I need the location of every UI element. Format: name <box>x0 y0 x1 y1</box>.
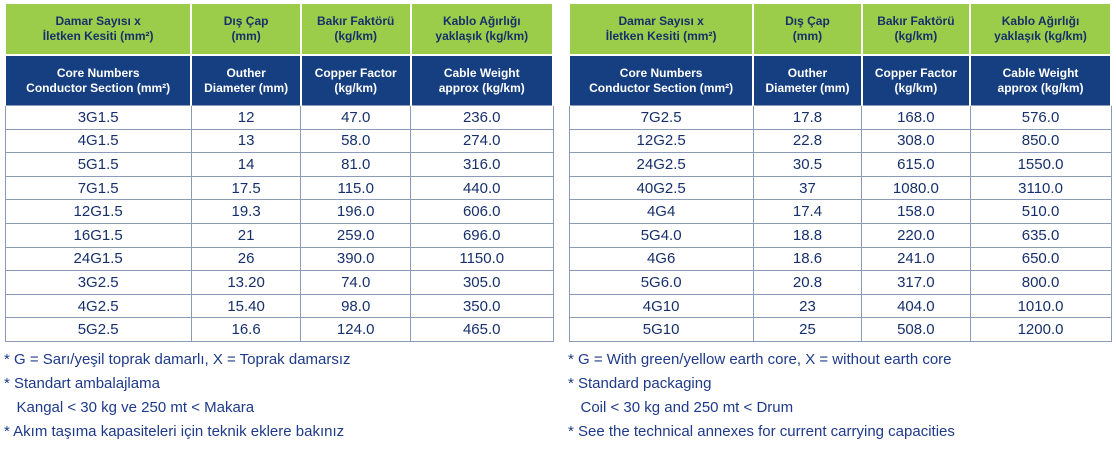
note-line: Kangal < 30 kg ve 250 mt < Makara <box>4 398 255 416</box>
table-row <box>5 294 553 318</box>
header-core-section-tr: Damar Sayısı x İletken Kesiti (mm²) <box>5 4 191 55</box>
cell-weight: 576.0 <box>970 106 1111 130</box>
header-core-section-en: Core Numbers Conductor Section (mm²) <box>5 55 191 106</box>
note-line: Coil < 30 kg and 250 mt < Drum <box>568 398 794 416</box>
cell-core: 5G2.5 <box>5 318 191 342</box>
table-row <box>5 176 553 200</box>
cell-diameter: 14 <box>191 153 301 177</box>
header-copper-factor-tr: Bakır Faktörü (kg/km) <box>862 4 970 55</box>
cell-weight: 800.0 <box>970 271 1111 295</box>
table-row <box>569 247 1111 271</box>
table-row <box>569 318 1111 342</box>
cell-core: 3G1.5 <box>5 106 191 130</box>
table-row <box>569 271 1111 295</box>
cell-weight: 1010.0 <box>970 294 1111 318</box>
cell-diameter: 18.6 <box>753 247 861 271</box>
note-line: * See the technical annexes for current carrying capacities <box>568 422 955 440</box>
cell-weight: 316.0 <box>411 153 554 177</box>
cell-diameter: 20.8 <box>753 271 861 295</box>
cell-diameter: 21 <box>191 223 301 247</box>
cell-weight: 650.0 <box>970 247 1111 271</box>
right-spec-table <box>568 4 1112 342</box>
header-cable-weight-en: Cable Weight approx (kg/km) <box>970 55 1111 106</box>
cell-weight: 305.0 <box>411 271 554 295</box>
table-row <box>5 106 553 130</box>
cell-weight: 274.0 <box>411 129 554 153</box>
cell-diameter: 17.5 <box>191 176 301 200</box>
right-cable-table-panel <box>568 4 1112 444</box>
cell-diameter: 18.8 <box>753 223 861 247</box>
cell-diameter: 37 <box>753 176 861 200</box>
cell-copper: 390.0 <box>301 247 411 271</box>
cell-weight: 1550.0 <box>970 153 1111 177</box>
cell-core: 3G2.5 <box>5 271 191 295</box>
cell-diameter: 26 <box>191 247 301 271</box>
cell-copper: 308.0 <box>862 129 970 153</box>
left-notes <box>4 348 554 444</box>
cell-diameter: 25 <box>753 318 861 342</box>
cell-weight: 510.0 <box>970 200 1111 224</box>
cell-core: 40G2.5 <box>569 176 753 200</box>
note-line: * G = With green/yellow earth core, X = without earth core <box>568 350 952 368</box>
cell-copper: 58.0 <box>301 129 411 153</box>
cell-weight: 350.0 <box>411 294 554 318</box>
cell-diameter: 19.3 <box>191 200 301 224</box>
table-row <box>5 223 553 247</box>
header-cable-weight-tr: Kablo Ağırlığı yaklaşık (kg/km) <box>970 4 1111 55</box>
cell-copper: 98.0 <box>301 294 411 318</box>
cell-copper: 1080.0 <box>862 176 970 200</box>
table-row <box>569 294 1111 318</box>
turkish-header-row <box>569 4 1111 55</box>
table-row <box>5 129 553 153</box>
cell-copper: 115.0 <box>301 176 411 200</box>
table-row <box>5 247 553 271</box>
header-cable-weight-tr: Kablo Ağırlığı yaklaşık (kg/km) <box>411 4 554 55</box>
cell-weight: 850.0 <box>970 129 1111 153</box>
cell-core: 12G1.5 <box>5 200 191 224</box>
cell-core: 12G2.5 <box>569 129 753 153</box>
turkish-header-row <box>5 4 553 55</box>
right-notes <box>568 348 1112 444</box>
cell-core: 5G10 <box>569 318 753 342</box>
table-row <box>569 200 1111 224</box>
cell-core: 4G6 <box>569 247 753 271</box>
cell-copper: 74.0 <box>301 271 411 295</box>
cell-copper: 168.0 <box>862 106 970 130</box>
cell-weight: 440.0 <box>411 176 554 200</box>
table-row <box>569 153 1111 177</box>
cell-core: 4G10 <box>569 294 753 318</box>
cell-weight: 236.0 <box>411 106 554 130</box>
cell-diameter: 13 <box>191 129 301 153</box>
note-line: * G = Sarı/yeşil toprak damarlı, X = Toprak damarsız <box>4 350 351 368</box>
cell-diameter: 23 <box>753 294 861 318</box>
cell-core: 5G6.0 <box>569 271 753 295</box>
cell-core: 5G4.0 <box>569 223 753 247</box>
cell-copper: 124.0 <box>301 318 411 342</box>
cell-core: 7G1.5 <box>5 176 191 200</box>
cell-copper: 81.0 <box>301 153 411 177</box>
cell-copper: 259.0 <box>301 223 411 247</box>
cell-diameter: 17.8 <box>753 106 861 130</box>
table-row <box>5 200 553 224</box>
header-outer-diameter-tr: Dış Çap (mm) <box>191 4 301 55</box>
note-line: * Standard packaging <box>568 374 712 392</box>
cell-diameter: 16.6 <box>191 318 301 342</box>
cell-diameter: 13.20 <box>191 271 301 295</box>
cell-diameter: 12 <box>191 106 301 130</box>
cell-copper: 158.0 <box>862 200 970 224</box>
left-spec-table <box>4 4 554 342</box>
table-row <box>5 153 553 177</box>
cell-weight: 1200.0 <box>970 318 1111 342</box>
english-header-row <box>5 55 553 106</box>
cell-core: 4G4 <box>569 200 753 224</box>
cell-core: 7G2.5 <box>569 106 753 130</box>
cell-diameter: 30.5 <box>753 153 861 177</box>
cell-diameter: 15.40 <box>191 294 301 318</box>
cell-weight: 635.0 <box>970 223 1111 247</box>
header-copper-factor-tr: Bakır Faktörü (kg/km) <box>301 4 411 55</box>
table-row <box>569 129 1111 153</box>
cell-core: 24G1.5 <box>5 247 191 271</box>
cell-core: 4G2.5 <box>5 294 191 318</box>
cell-weight: 1150.0 <box>411 247 554 271</box>
header-outer-diameter-en: Outher Diameter (mm) <box>191 55 301 106</box>
cell-copper: 317.0 <box>862 271 970 295</box>
header-outer-diameter-tr: Dış Çap (mm) <box>753 4 861 55</box>
cell-core: 16G1.5 <box>5 223 191 247</box>
cell-diameter: 22.8 <box>753 129 861 153</box>
cell-core: 5G1.5 <box>5 153 191 177</box>
english-header-row <box>569 55 1111 106</box>
cell-copper: 404.0 <box>862 294 970 318</box>
header-core-section-tr: Damar Sayısı x İletken Kesiti (mm²) <box>569 4 753 55</box>
table-row <box>569 106 1111 130</box>
header-copper-factor-en: Copper Factor (kg/km) <box>862 55 970 106</box>
cell-core: 24G2.5 <box>569 153 753 177</box>
cell-copper: 241.0 <box>862 247 970 271</box>
cell-core: 4G1.5 <box>5 129 191 153</box>
header-core-section-en: Core Numbers Conductor Section (mm²) <box>569 55 753 106</box>
cell-copper: 47.0 <box>301 106 411 130</box>
note-line: * Akım taşıma kapasiteleri için teknik eklere bakınız <box>4 422 345 440</box>
table-row <box>5 271 553 295</box>
cell-weight: 696.0 <box>411 223 554 247</box>
cell-weight: 465.0 <box>411 318 554 342</box>
header-outer-diameter-en: Outher Diameter (mm) <box>753 55 861 106</box>
table-row <box>5 318 553 342</box>
cell-weight: 3110.0 <box>970 176 1111 200</box>
cell-copper: 196.0 <box>301 200 411 224</box>
header-cable-weight-en: Cable Weight approx (kg/km) <box>411 55 554 106</box>
cell-copper: 220.0 <box>862 223 970 247</box>
left-cable-table-panel <box>4 4 554 444</box>
header-copper-factor-en: Copper Factor (kg/km) <box>301 55 411 106</box>
cell-copper: 615.0 <box>862 153 970 177</box>
table-row <box>569 176 1111 200</box>
cell-weight: 606.0 <box>411 200 554 224</box>
cell-copper: 508.0 <box>862 318 970 342</box>
cell-diameter: 17.4 <box>753 200 861 224</box>
table-row <box>569 223 1111 247</box>
note-line: * Standart ambalajlama <box>4 374 160 392</box>
